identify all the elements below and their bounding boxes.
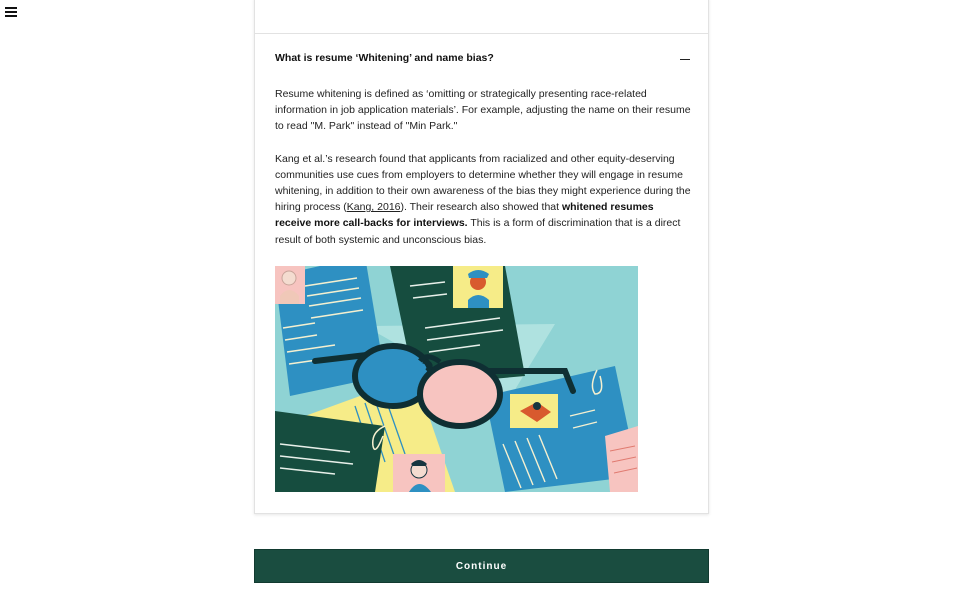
research-end-text: This is a form of discrimination that is a direct result of both systemic and unconscious bias. bbox=[275, 217, 681, 246]
citation-link[interactable]: Kang, 2016 bbox=[346, 201, 401, 214]
accordion-title: What is resume ‘Whitening’ and name bias? bbox=[275, 52, 494, 64]
hamburger-menu-icon[interactable] bbox=[4, 4, 20, 18]
continue-button[interactable]: Continue bbox=[254, 549, 709, 583]
accordion-card bbox=[254, 0, 709, 514]
research-highlight: whitened resumes receive more call-backs for interviews. bbox=[275, 201, 654, 230]
resumes-glasses-illustration bbox=[275, 266, 638, 492]
minus-icon[interactable] bbox=[680, 59, 690, 60]
accordion-body bbox=[275, 86, 691, 264]
paragraph-research bbox=[275, 151, 691, 248]
research-mid-text: ). Their research also showed that bbox=[400, 201, 562, 214]
research-intro-text: Kang et al.’s research found that applicants from racialized and other equity-deserving communities use cues from employers to determine whether they will engage in resume whitening, in addition to their own awareness of the bias they might experience during the hiring process ( bbox=[275, 152, 691, 214]
paragraph-definition: Resume whitening is defined as ‘omitting or strategically presenting race-related information in job application materials’. For example, adjusting the name on their resume to read "M. Park" instead of "Min Park." bbox=[275, 88, 691, 133]
accordion-header[interactable] bbox=[255, 34, 708, 84]
